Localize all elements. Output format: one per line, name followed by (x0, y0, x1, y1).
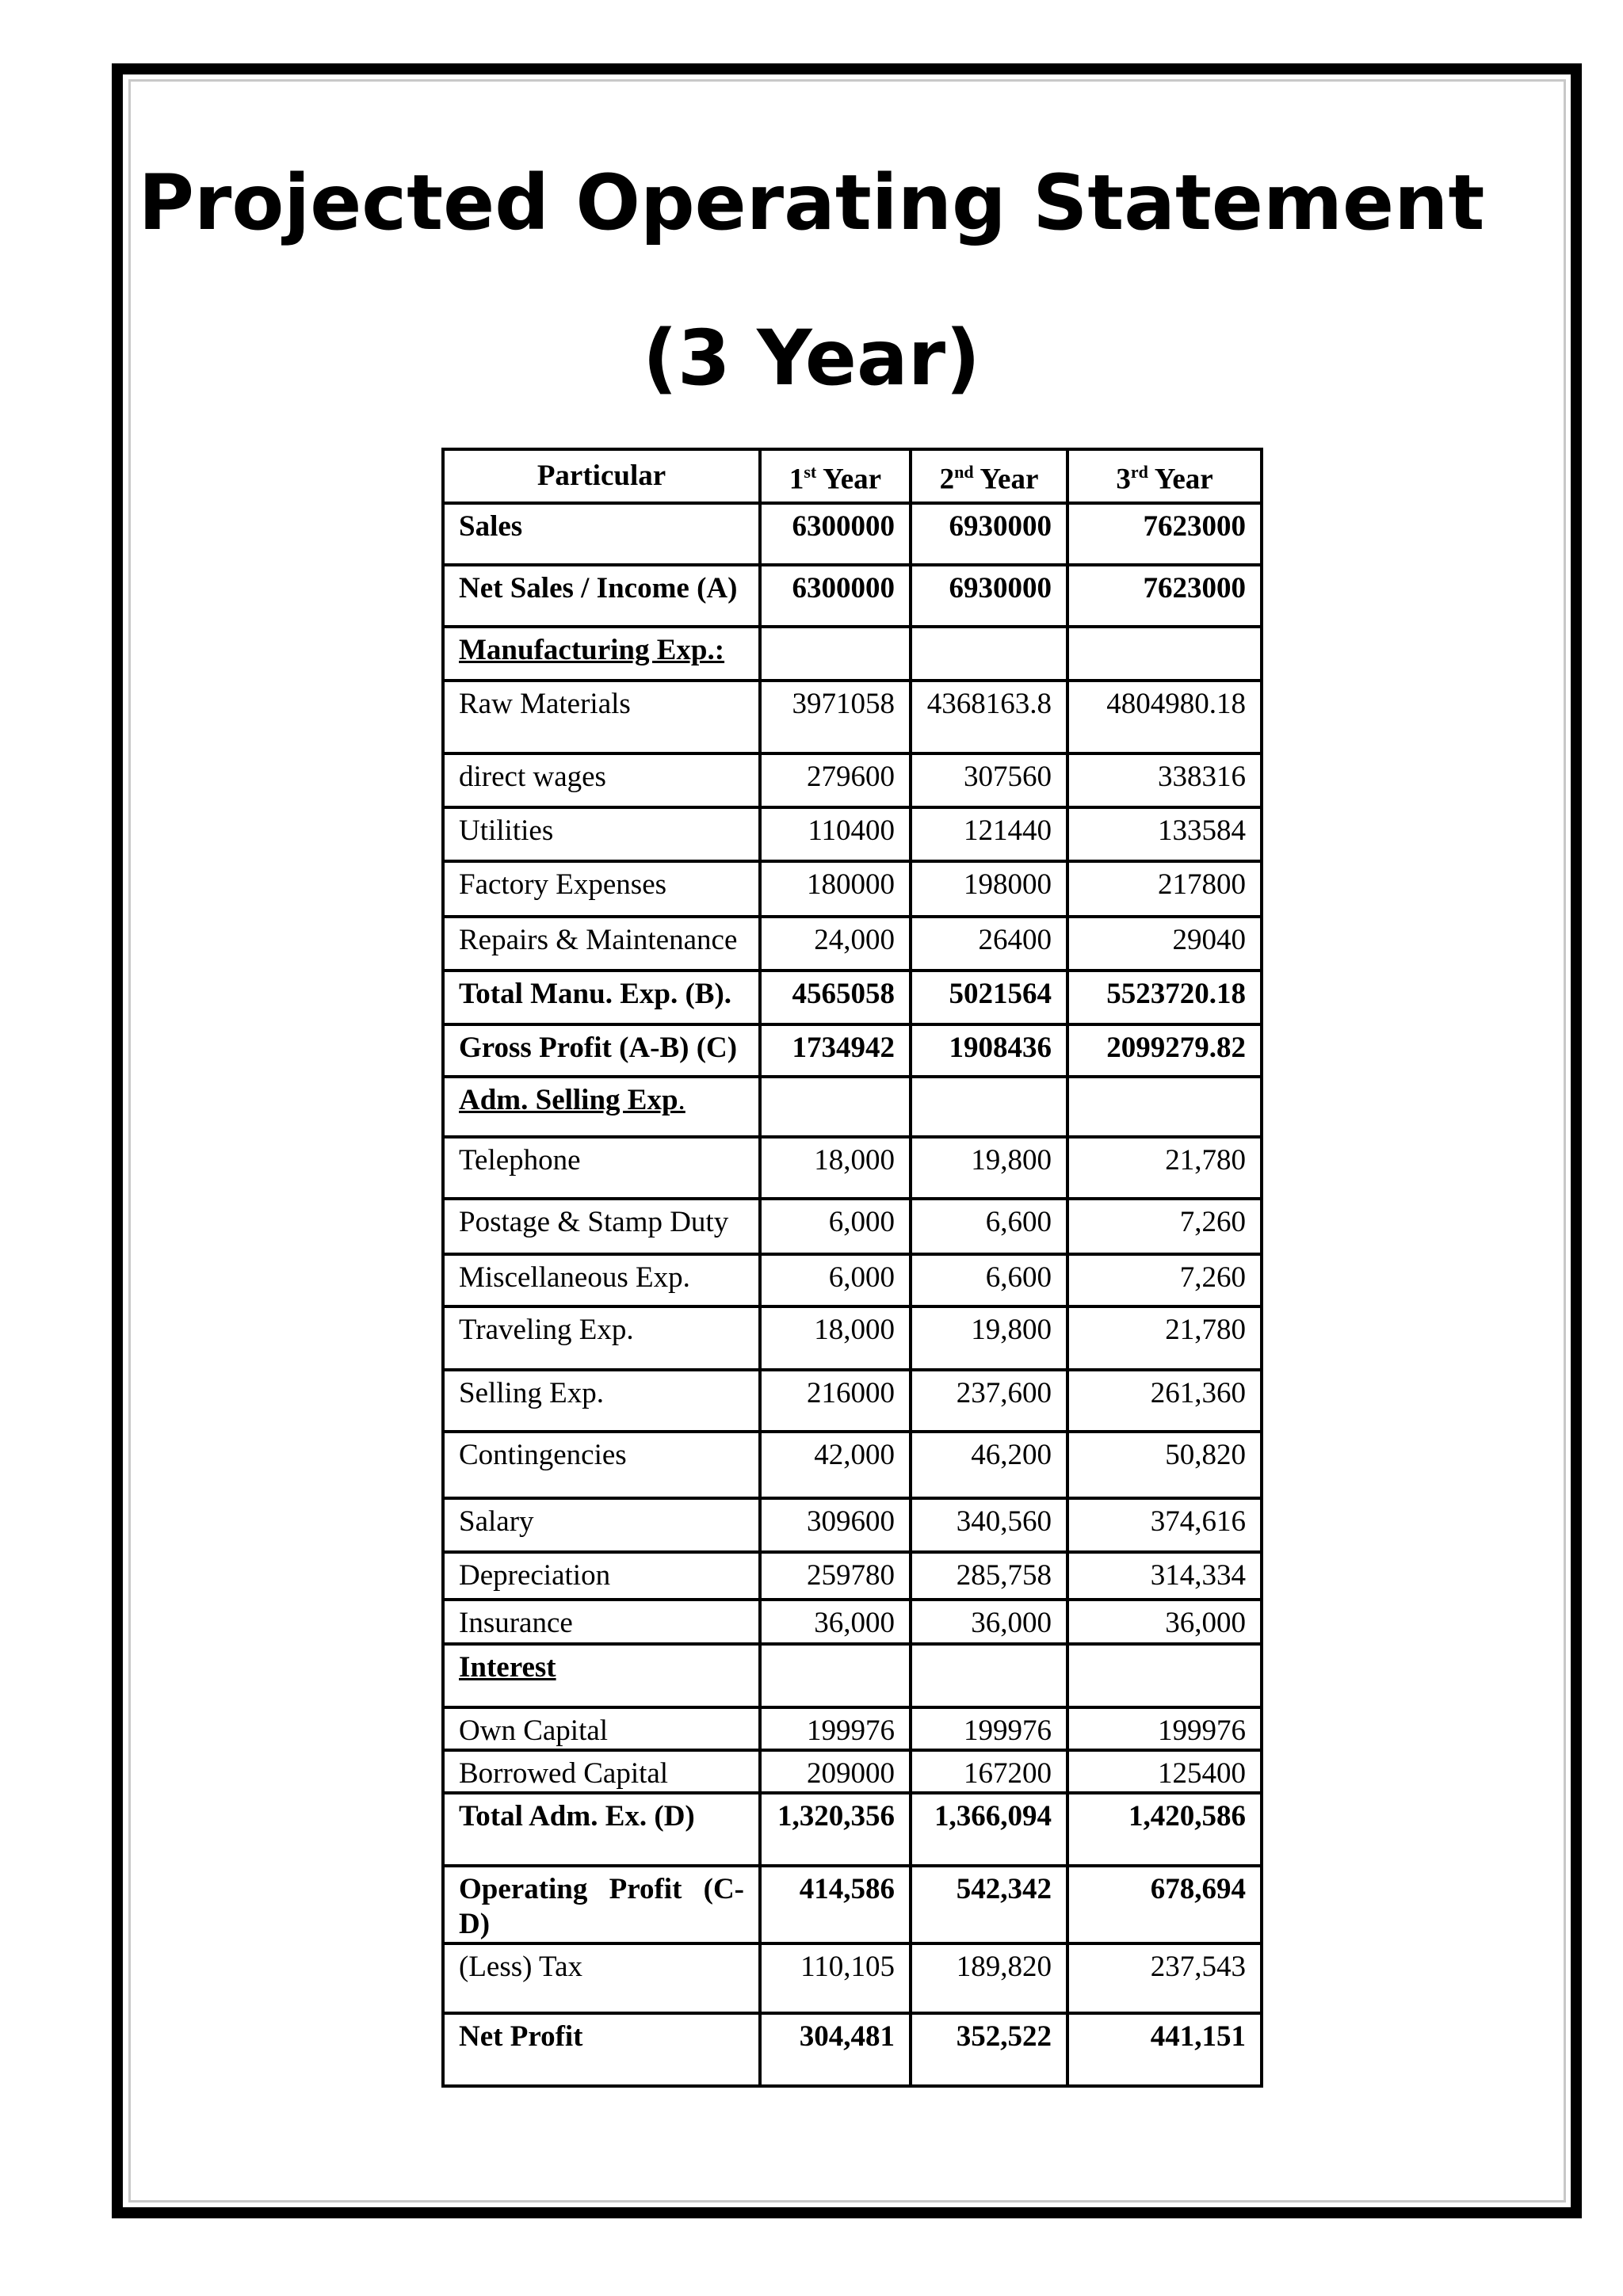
operating-statement-table (441, 448, 1263, 2088)
table-header-row (443, 449, 1262, 503)
cell-year-2: 121440 (911, 807, 1067, 861)
cell-year-1: 3971058 (760, 681, 911, 753)
cell-year-2: 6,600 (911, 1199, 1067, 1254)
cell-year-1 (760, 1077, 911, 1137)
cell-year-3: 441,151 (1067, 2013, 1262, 2086)
cell-year-3: 1,420,586 (1067, 1793, 1262, 1866)
table-row-total-adm (443, 1793, 1262, 1866)
table-row-factory-expenses (443, 861, 1262, 917)
cell-year-3: 21,780 (1067, 1306, 1262, 1370)
cell-year-1: 6300000 (760, 503, 911, 565)
cell-year-1: 209000 (760, 1750, 911, 1793)
cell-year-1: 110,105 (760, 1943, 911, 2013)
cell-year-2 (911, 1644, 1067, 1707)
cell-year-2: 237,600 (911, 1370, 1067, 1432)
cell-year-2: 542,342 (911, 1866, 1067, 1943)
table-row-insurance (443, 1600, 1262, 1644)
cell-year-3: 50,820 (1067, 1432, 1262, 1498)
cell-year-2 (911, 1077, 1067, 1137)
cell-year-1: 110400 (760, 807, 911, 861)
row-label: Repairs & Maintenance (443, 917, 760, 971)
cell-year-1: 18,000 (760, 1137, 911, 1199)
cell-year-2: 307560 (911, 753, 1067, 807)
cell-year-3 (1067, 1644, 1262, 1707)
cell-year-1: 36,000 (760, 1600, 911, 1644)
cell-year-3: 678,694 (1067, 1866, 1262, 1943)
row-label: Contingencies (443, 1432, 760, 1498)
cell-year-1: 279600 (760, 753, 911, 807)
cell-year-2: 198000 (911, 861, 1067, 917)
cell-year-1: 1734942 (760, 1024, 911, 1077)
row-label: Gross Profit (A-B) (C) (443, 1024, 760, 1077)
cell-year-1: 414,586 (760, 1866, 911, 1943)
cell-year-1: 309600 (760, 1498, 911, 1552)
row-label: Net Sales / Income (A) (443, 565, 760, 627)
cell-year-1: 24,000 (760, 917, 911, 971)
cell-year-3: 7623000 (1067, 565, 1262, 627)
row-label: Total Manu. Exp. (B). (443, 971, 760, 1024)
table-row-telephone (443, 1137, 1262, 1199)
cell-year-2: 5021564 (911, 971, 1067, 1024)
row-label: Telephone (443, 1137, 760, 1199)
section-heading: Manufacturing Exp.: (443, 627, 760, 681)
cell-year-2: 6,600 (911, 1254, 1067, 1306)
cell-year-3 (1067, 627, 1262, 681)
cell-year-2: 26400 (911, 917, 1067, 971)
table-row-utilities (443, 807, 1262, 861)
table-row-sales (443, 503, 1262, 565)
cell-year-2 (911, 627, 1067, 681)
row-label: Factory Expenses (443, 861, 760, 917)
cell-year-1: 6,000 (760, 1254, 911, 1306)
row-label: direct wages (443, 753, 760, 807)
row-label: Traveling Exp. (443, 1306, 760, 1370)
cell-year-1: 42,000 (760, 1432, 911, 1498)
row-label: (Less) Tax (443, 1943, 760, 2013)
header-particular: Particular (443, 449, 760, 503)
cell-year-2: 1908436 (911, 1024, 1067, 1077)
table-row-tax (443, 1943, 1262, 2013)
cell-year-3: 125400 (1067, 1750, 1262, 1793)
cell-year-2: 36,000 (911, 1600, 1067, 1644)
cell-year-3: 21,780 (1067, 1137, 1262, 1199)
cell-year-2: 19,800 (911, 1306, 1067, 1370)
table-row-net-sales (443, 565, 1262, 627)
row-label: Salary (443, 1498, 760, 1552)
cell-year-1: 259780 (760, 1552, 911, 1600)
cell-year-1: 6300000 (760, 565, 911, 627)
cell-year-3: 217800 (1067, 861, 1262, 917)
row-label: Borrowed Capital (443, 1750, 760, 1793)
table-row-operating-profit (443, 1866, 1262, 1943)
row-label: Own Capital (443, 1707, 760, 1750)
cell-year-1 (760, 627, 911, 681)
cell-year-1: 199976 (760, 1707, 911, 1750)
cell-year-2: 4368163.8 (911, 681, 1067, 753)
cell-year-2: 167200 (911, 1750, 1067, 1793)
row-label: Utilities (443, 807, 760, 861)
table-row-salary (443, 1498, 1262, 1552)
table-row-selling (443, 1370, 1262, 1432)
row-label: Sales (443, 503, 760, 565)
table-row-adm-selling-heading (443, 1077, 1262, 1137)
cell-year-3: 7,260 (1067, 1254, 1262, 1306)
header-year-3: 3rd Year (1067, 449, 1262, 503)
cell-year-3: 7623000 (1067, 503, 1262, 565)
cell-year-3: 199976 (1067, 1707, 1262, 1750)
table-row-total-manu (443, 971, 1262, 1024)
cell-year-3: 374,616 (1067, 1498, 1262, 1552)
cell-year-3: 4804980.18 (1067, 681, 1262, 753)
cell-year-3: 237,543 (1067, 1943, 1262, 2013)
cell-year-2: 19,800 (911, 1137, 1067, 1199)
table-row-miscellaneous (443, 1254, 1262, 1306)
table-row-contingencies (443, 1432, 1262, 1498)
cell-year-3: 36,000 (1067, 1600, 1262, 1644)
cell-year-2: 1,366,094 (911, 1793, 1067, 1866)
cell-year-3: 261,360 (1067, 1370, 1262, 1432)
cell-year-3: 7,260 (1067, 1199, 1262, 1254)
table-row-repairs (443, 917, 1262, 971)
row-label: Depreciation (443, 1552, 760, 1600)
cell-year-2: 189,820 (911, 1943, 1067, 2013)
cell-year-3: 338316 (1067, 753, 1262, 807)
page-title: Projected Operating Statement (138, 158, 1485, 247)
cell-year-2: 285,758 (911, 1552, 1067, 1600)
table-row-raw-materials (443, 681, 1262, 753)
cell-year-2: 340,560 (911, 1498, 1067, 1552)
cell-year-3: 2099279.82 (1067, 1024, 1262, 1077)
cell-year-1: 4565058 (760, 971, 911, 1024)
section-heading: Adm. Selling Exp. (443, 1077, 760, 1137)
cell-year-1: 180000 (760, 861, 911, 917)
cell-year-1: 304,481 (760, 2013, 911, 2086)
header-year-2: 2nd Year (911, 449, 1067, 503)
row-label: Postage & Stamp Duty (443, 1199, 760, 1254)
cell-year-3: 133584 (1067, 807, 1262, 861)
cell-year-3: 5523720.18 (1067, 971, 1262, 1024)
table-row-traveling (443, 1306, 1262, 1370)
row-label: Net Profit (443, 2013, 760, 2086)
cell-year-3: 29040 (1067, 917, 1262, 971)
row-label: Insurance (443, 1600, 760, 1644)
cell-year-3: 314,334 (1067, 1552, 1262, 1600)
cell-year-2: 6930000 (911, 503, 1067, 565)
cell-year-1: 1,320,356 (760, 1793, 911, 1866)
row-label: Miscellaneous Exp. (443, 1254, 760, 1306)
table-row-postage (443, 1199, 1262, 1254)
cell-year-1: 216000 (760, 1370, 911, 1432)
row-label: Raw Materials (443, 681, 760, 753)
section-heading: Interest (443, 1644, 760, 1707)
cell-year-3 (1067, 1077, 1262, 1137)
row-label: Selling Exp. (443, 1370, 760, 1432)
table-row-gross-profit (443, 1024, 1262, 1077)
row-label: Total Adm. Ex. (D) (443, 1793, 760, 1866)
cell-year-1: 6,000 (760, 1199, 911, 1254)
header-year-1: 1st Year (760, 449, 911, 503)
cell-year-2: 6930000 (911, 565, 1067, 627)
table-row-net-profit (443, 2013, 1262, 2086)
cell-year-2: 199976 (911, 1707, 1067, 1750)
row-label: Operating Profit (C-D) (443, 1866, 760, 1943)
cell-year-1 (760, 1644, 911, 1707)
page-subtitle: (3 Year) (643, 314, 980, 402)
cell-year-1: 18,000 (760, 1306, 911, 1370)
table-row-depreciation (443, 1552, 1262, 1600)
table-row-own-capital (443, 1707, 1262, 1750)
table-row-manufacturing-heading (443, 627, 1262, 681)
table-row-borrowed-capital (443, 1750, 1262, 1793)
cell-year-2: 352,522 (911, 2013, 1067, 2086)
cell-year-2: 46,200 (911, 1432, 1067, 1498)
table-row-interest-heading (443, 1644, 1262, 1707)
table-row-direct-wages (443, 753, 1262, 807)
